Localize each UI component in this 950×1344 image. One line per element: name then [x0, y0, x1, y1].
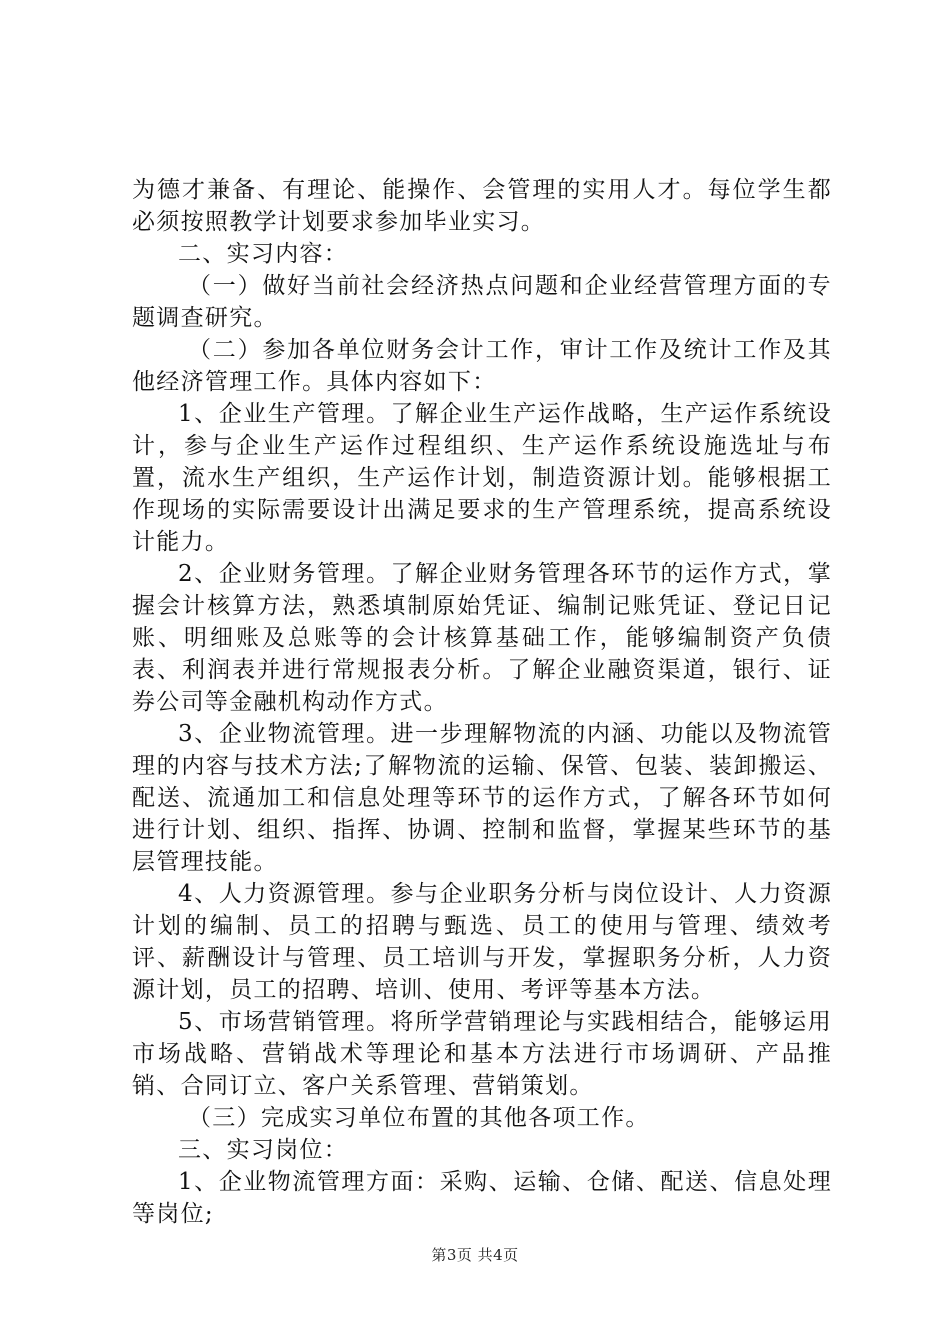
paragraph-marketing-management: 5、市场营销管理。将所学营销理论与实践相结合，能够运用市场战略、营销战术等理论和基本方法进行市场调研、产品推销、合同订立、客户关系管理、营销策划。: [132, 1009, 832, 1099]
paragraph-item-3: （三）完成实习单位布置的其他各项工作。: [188, 1105, 650, 1131]
section-heading-internship-content: 二、实习内容：: [178, 241, 349, 267]
paragraph-production-management: 1、企业生产管理。了解企业生产运作战略，生产运作系统设计，参与企业生产运作过程组织、生产运作系统设施选址与布置，流水生产组织，生产运作计划，制造资源计划。能够根据工作现场的实际需要设计出满足要求的生产管理系统，提高系统设计能力。: [132, 401, 832, 555]
paragraph-item-2: （二）参加各单位财务会计工作，审计工作及统计工作及其他经济管理工作。具体内容如下：: [132, 337, 832, 395]
paragraph-financial-management: 2、企业财务管理。了解企业财务管理各环节的运作方式，掌握会计核算方法，熟悉填制原始凭证、编制记账凭证、登记日记账、明细账及总账等的会计核算基础工作，能够编制资产负债表、利润表并进行常规报表分析。了解企业融资渠道，银行、证券公司等金融机构动作方式。: [132, 561, 832, 715]
paragraph-item-1: （一）做好当前社会经济热点问题和企业经营管理方面的专题调查研究。: [132, 273, 832, 331]
page-number-footer: 第3页 共4页: [431, 1246, 519, 1264]
paragraph-logistics-management: 3、企业物流管理。进一步理解物流的内涵、功能以及物流管理的内容与技术方法;了解物流的运输、保管、包装、装卸搬运、配送、流通加工和信息处理等环节的运作方式，了解各环节如何进行计划、组织、指挥、协调、控制和监督，掌握某些环节的基层管理技能。: [132, 721, 832, 875]
paragraph-continuation: 为德才兼备、有理论、能操作、会管理的实用人才。每位学生都必须按照教学计划要求参加毕业实习。: [132, 177, 832, 235]
document-body: [132, 174, 832, 1230]
section-heading-internship-positions: 三、实习岗位：: [178, 1137, 349, 1163]
paragraph-logistics-positions: 1、企业物流管理方面：采购、运输、仓储、配送、信息处理等岗位;: [132, 1169, 832, 1227]
paragraph-hr-management: 4、人力资源管理。参与企业职务分析与岗位设计、人力资源计划的编制、员工的招聘与甄选、员工的使用与管理、绩效考评、薪酬设计与管理、员工培训与开发，掌握职务分析，人力资源计划，员工的招聘、培训、使用、考评等基本方法。: [132, 881, 832, 1003]
